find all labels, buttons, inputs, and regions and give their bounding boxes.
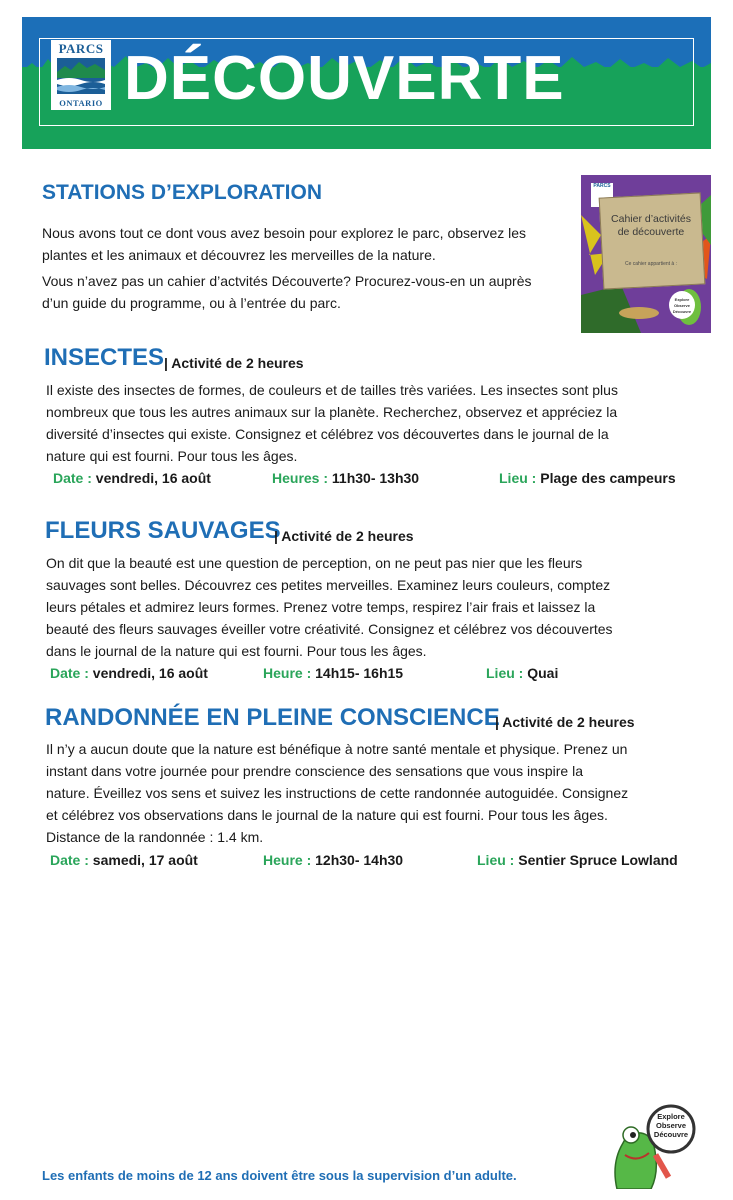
time-label: Heure : (263, 665, 312, 681)
logo-bottom-text: ONTARIO (59, 98, 103, 108)
text-line: Il existe des insectes de formes, de couleurs et de tailles très variées. Les insectes sont plus (46, 382, 618, 398)
text-line: On dit que la beauté est une question de perception, on ne peut pas nier que les fleurs (46, 555, 583, 571)
text-line: Il n’y a aucun doute que la nature est bénéfique à notre santé mentale et physique. Prenez un (46, 741, 628, 757)
intro-paragraph-1 (42, 222, 526, 266)
cover-title: Cahier d’activités de découverte (611, 213, 691, 238)
text-line: sauvages sont belles. Découvrez ces petites merveilles. Examinez leurs couleurs, comptez (46, 577, 611, 593)
badge-line: Explore (657, 1112, 685, 1121)
activity-description (46, 552, 613, 662)
frog-mascot (607, 1103, 707, 1189)
date-label: Date : (50, 665, 89, 681)
activity-time (272, 470, 419, 486)
section-heading: STATIONS D’EXPLORATION (42, 181, 323, 204)
text-line: d’un guide du programme, ou à l’entrée du parc. (42, 295, 341, 311)
parcs-ontario-logo (51, 40, 111, 110)
activity-place (477, 852, 678, 868)
activity-title: INSECTES (44, 344, 165, 371)
cover-logo: PARCS (591, 183, 613, 207)
badge-line: Observe (655, 1121, 687, 1130)
badge-line: Découvre (653, 1130, 689, 1139)
header-banner (22, 17, 711, 149)
text-line: dans le journal de la nature qui est fourni. Pour tous les âges. (46, 643, 427, 659)
text-line: plantes et les animaux et découvrez les merveilles de la nature. (42, 247, 436, 263)
date-label: Date : (53, 470, 92, 486)
cover-badge: Explore Observe Découvre (669, 291, 695, 319)
supervision-note: Les enfants de moins de 12 ans doivent être sous la supervision d’un adulte. (42, 1168, 517, 1183)
text-line: et célébrez vos observations dans le journal de la nature qui est fourni. Pour tous les âges. (46, 807, 608, 823)
text-line: leurs pétales et admirez leurs formes. Prenez votre temps, respirez l’air frais et laissez la (46, 599, 596, 615)
time-value: 12h30- 14h30 (315, 852, 404, 868)
text-line: Distance de la randonnée : 1.4 km. (46, 829, 264, 845)
text-line: diversité d’insectes qui existe. Consignez et célébrez vos découvertes dans le journal de la (46, 426, 609, 442)
intro-paragraph-2 (42, 270, 532, 314)
mascot-badge (648, 1112, 694, 1139)
place-value: Quai (527, 665, 559, 681)
date-value: samedi, 17 août (92, 852, 198, 868)
logo-top-text: PARCS (58, 41, 104, 56)
text-line: beauté des fleurs sauvages éveiller votre créativité. Consignez et célébrez vos découvertes (46, 621, 613, 637)
time-value: 14h15- 16h15 (315, 665, 404, 681)
activity-place (499, 470, 676, 486)
text-line: Vous n’avez pas un cahier d’actvités Découverte? Procurez-vous-en un auprès (42, 273, 532, 289)
date-value: vendredi, 16 août (95, 470, 211, 486)
place-label: Lieu : (486, 665, 524, 681)
activity-duration: | Activité de 2 heures (495, 714, 635, 730)
activity-book-cover (581, 175, 711, 333)
place-label: Lieu : (477, 852, 515, 868)
date-value: vendredi, 16 août (92, 665, 208, 681)
activity-time (263, 665, 403, 681)
place-value: Plage des campeurs (540, 470, 676, 486)
activity-time (263, 852, 403, 868)
activity-description (46, 379, 618, 467)
activity-place (486, 665, 558, 681)
activity-duration: | Activité de 2 heures (274, 528, 414, 544)
place-label: Lieu : (499, 470, 537, 486)
logo-landscape-icon (57, 58, 105, 94)
activity-date (50, 852, 198, 868)
text-line: instant dans votre journée pour prendre conscience des sensations que vous inspire la (46, 763, 583, 779)
activity-title: RANDONNÉE EN PLEINE CONSCIENCE (45, 704, 500, 731)
cover-paper (599, 192, 706, 289)
cover-subtitle: Ce cahier appartient à : (625, 261, 677, 267)
header-title: DÉCOUVERTE (124, 44, 565, 113)
date-label: Date : (50, 852, 89, 868)
text-line: nature qui est fourni. Pour tous les âges. (46, 448, 298, 464)
activity-description (46, 738, 628, 848)
activity-duration: | Activité de 2 heures (164, 355, 304, 371)
text-line: nature. Éveillez vos sens et suivez les instructions de cette randonnée autoguidée. Consignez (46, 785, 629, 801)
activity-date (50, 665, 208, 681)
place-value: Sentier Spruce Lowland (518, 852, 678, 868)
activity-date (53, 470, 211, 486)
time-label: Heure : (263, 852, 312, 868)
text-line: nombreux que tous les autres animaux sur la planète. Recherchez, observez et appréciez la (46, 404, 618, 420)
time-label: Heures : (272, 470, 329, 486)
time-value: 11h30- 13h30 (331, 470, 420, 486)
text-line: Nous avons tout ce dont vous avez besoin pour explorez le parc, observez les (42, 225, 527, 241)
activity-title: FLEURS SAUVAGES (45, 517, 281, 544)
